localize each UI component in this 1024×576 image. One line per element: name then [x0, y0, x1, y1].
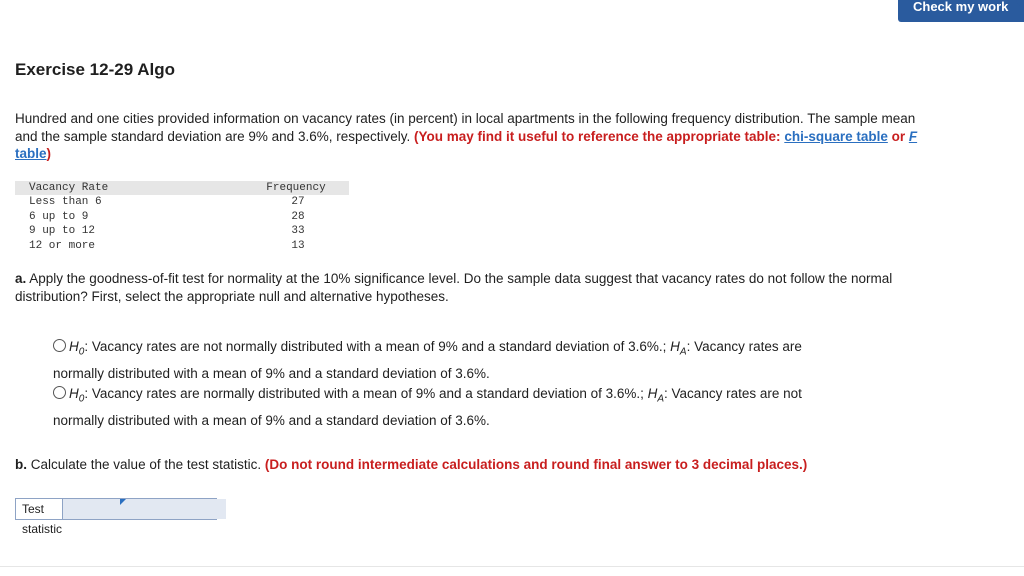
hypothesis-option-2[interactable]	[53, 383, 913, 431]
table-cell: 33	[291, 225, 305, 237]
check-my-work-button[interactable]	[898, 0, 1024, 22]
part-a-question	[15, 270, 915, 306]
corner-indicator	[1016, 0, 1024, 7]
option-1-line-2: normally distributed with a mean of 9% and a standard deviation of 3.6%.	[53, 365, 490, 381]
table-cell: 12 or more	[29, 239, 96, 252]
option-2-line-1	[53, 383, 913, 410]
test-statistic-input[interactable]	[63, 499, 226, 519]
col-header-vacancy-rate: Vacancy Rate	[15, 181, 247, 195]
check-my-work-label: Check my work	[913, 0, 1009, 14]
part-a-text: Apply the goodness-of-fit test for normality at the 10% significance level. Do the sample data suggest that vacancy rates do not follow the normal distribution? First, select the appropriate null and alternative hypotheses.	[15, 271, 893, 304]
option-1-h0-text: : Vacancy rates are not normally distributed with a mean of 9% and a standard deviation of 3.6%.;	[84, 339, 671, 354]
radio-button[interactable]	[53, 386, 66, 399]
option-1-ha-text: : Vacancy rates are	[686, 339, 802, 354]
table-row	[15, 224, 349, 239]
f-table-link-italic: F	[908, 128, 918, 144]
ha-symbol: $H_A$	[670, 339, 687, 358]
part-b-question	[15, 456, 807, 474]
note-or: or	[887, 128, 909, 144]
option-1-line-1	[53, 336, 913, 363]
answer-flag-icon	[120, 499, 126, 505]
intro-paragraph	[15, 110, 935, 163]
part-b-label: b.	[15, 457, 27, 472]
table-row	[15, 210, 349, 225]
exercise-title: Exercise 12-29 Algo	[15, 60, 176, 79]
table-cell: 28	[291, 210, 305, 223]
test-statistic-row	[15, 498, 217, 536]
footer-divider	[0, 566, 1024, 567]
part-a-label: a.	[15, 271, 27, 286]
table-cell: 13	[291, 239, 305, 252]
h0-symbol: $H_0$	[69, 386, 85, 405]
option-2-h0-text: : Vacancy rates are normally distributed with a mean of 9% and a standard deviation of 3.6%.;	[84, 386, 648, 401]
table-row	[15, 195, 349, 210]
part-b-instruction: (Do not round intermediate calculations and round final answer to 3 decimal places.)	[264, 457, 808, 472]
intro-text: Hundred and one cities provided information on vacancy rates (in percent) in local apartments in the following frequency distribution. The sample mean and the sample standard deviation are 9% and 3.6%, respectively.	[15, 111, 916, 144]
option-2-line-2: normally distributed with a mean of 9% and a standard deviation of 3.6%.	[53, 412, 490, 428]
chi-square-table-link[interactable]: chi-square table	[784, 128, 888, 144]
h0-symbol: $H_0$	[69, 339, 85, 358]
option-2-ha-text: : Vacancy rates are not	[664, 386, 802, 401]
table-header-row	[15, 181, 349, 195]
table-row	[15, 239, 349, 254]
test-statistic-label: Test statistic	[16, 499, 63, 519]
radio-button[interactable]	[53, 339, 66, 352]
table-cell: 27	[291, 196, 305, 208]
note-start: (You may find it useful to reference the appropriate table:	[414, 128, 785, 144]
col-header-frequency: Frequency	[247, 181, 349, 195]
ha-symbol: $H_A$	[647, 386, 665, 405]
note-end: )	[46, 146, 52, 161]
part-b-text: Calculate the value of the test statistic.	[27, 457, 265, 472]
table-cell: 9 up to 12	[29, 225, 96, 237]
hypothesis-option-1[interactable]	[53, 336, 913, 384]
table-cell: 6 up to 9	[29, 210, 89, 223]
f-table-link-rest: table	[15, 146, 47, 161]
frequency-table	[15, 181, 349, 253]
table-cell: Less than 6	[29, 196, 102, 208]
